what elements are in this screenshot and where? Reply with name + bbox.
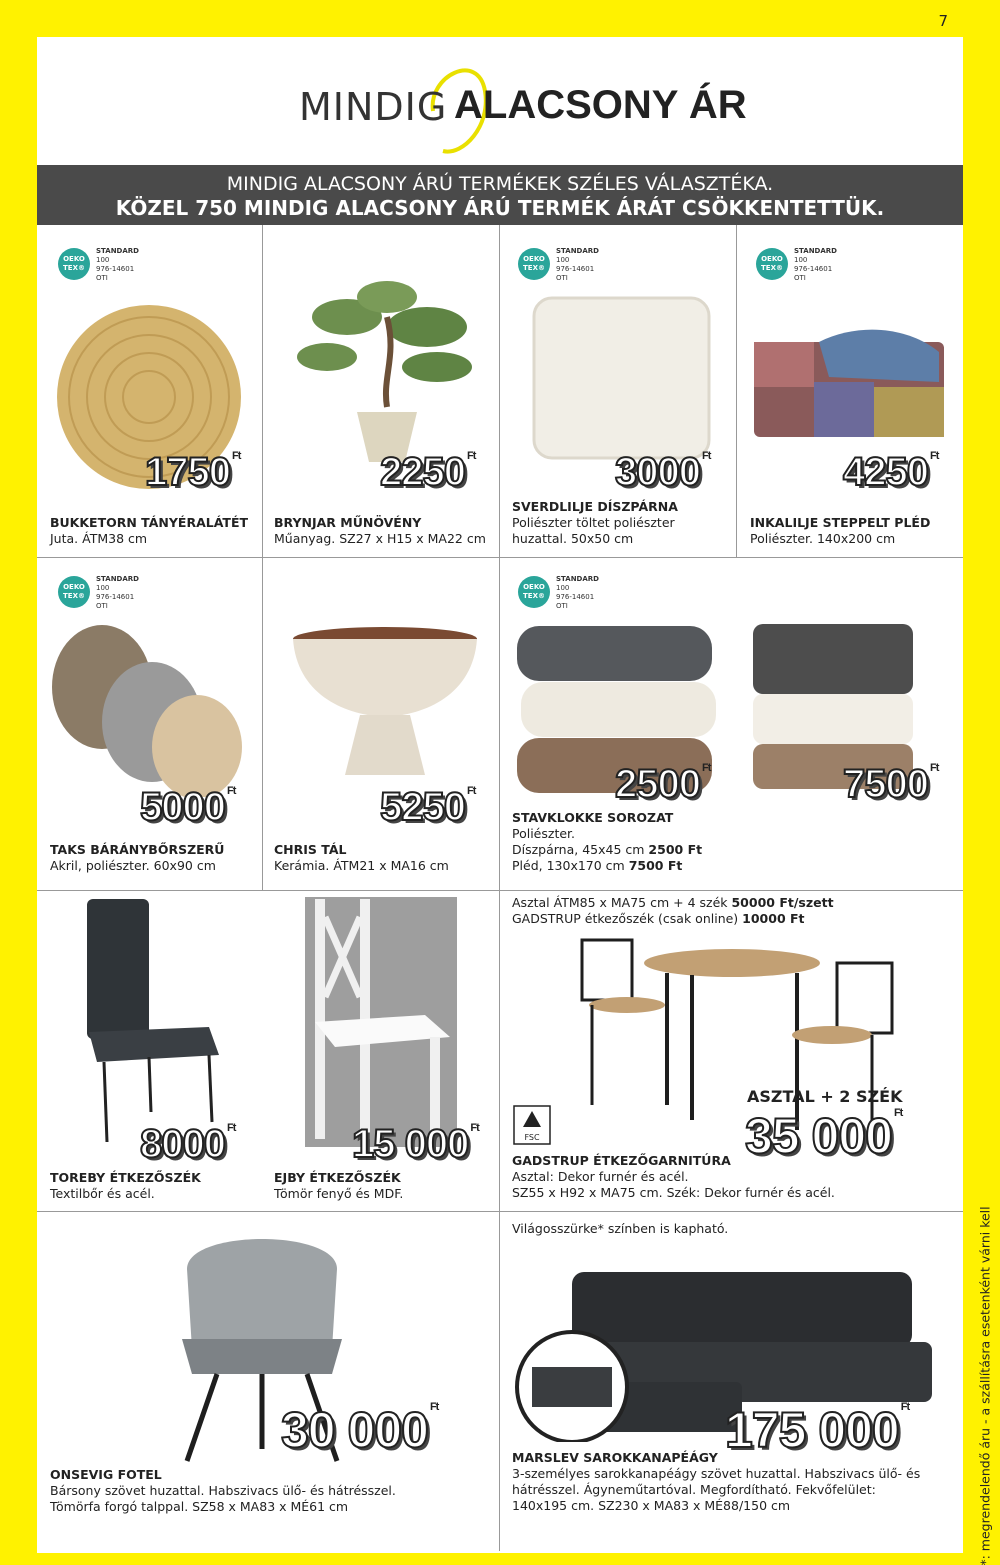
product-name: TOREBY ÉTKEZŐSZÉK xyxy=(50,1170,201,1185)
product-desc: Bársony szövet huzattal. Habszivacs ülő- és hátrésszel. Tömörfa forgó talppal. SZ58 x MA83 x MÉ61 cm xyxy=(50,1483,396,1514)
product-desc: Poliészter. Díszpárna, 45x45 cm 2500 Ft Pléd, 130x170 cm 7500 Ft xyxy=(512,826,703,873)
product-desc: Juta. ÁTM38 cm xyxy=(50,531,148,546)
product-name: SVERDLILJE DÍSZPÁRNA xyxy=(512,499,678,514)
white-wooden-chair-image xyxy=(305,897,457,1147)
quilted-blanket-image xyxy=(749,322,949,442)
price-tag: 5250 $^{Ft}$ xyxy=(380,785,476,829)
banner xyxy=(37,165,963,225)
product-desc: Asztal ÁTM85 x MA75 cm + 4 szék 50000 Ft/szett GADSTRUP étkezőszék (csak online) 10000 Ft xyxy=(512,895,834,926)
logo-word-mindig: MINDIG xyxy=(299,85,448,129)
fsc-logo-icon xyxy=(513,1105,551,1145)
product-name: BUKKETORN TÁNYÉRALÁTÉT xyxy=(50,515,249,530)
product-name: STAVKLOKKE SOROZAT xyxy=(512,810,674,825)
grid-divider xyxy=(37,890,963,891)
set-tag: ASZTAL + 2 SZÉK xyxy=(747,1087,903,1106)
price-tag: 2250 $^{Ft}$ xyxy=(380,450,476,494)
price-tag: 35 000 $^{Ft}$ xyxy=(745,1107,903,1164)
price-tag: 4250 $^{Ft}$ xyxy=(843,450,939,494)
banner-line-2: KÖZEL 750 MINDIG ALACSONY ÁRÚ TERMÉK ÁRÁT CSÖKKENTETTÜK. xyxy=(115,196,885,220)
product-name: GADSTRUP ÉTKEZŐGARNITÚRA xyxy=(512,1153,731,1168)
svg-text:FSC: FSC xyxy=(524,1133,540,1142)
product-name: INKALILJE STEPPELT PLÉD xyxy=(750,515,931,530)
oeko-tex-badge: OEKO TEX® STANDARD 100 976-14601 OTI xyxy=(58,244,158,286)
product-desc: Poliészter töltet poliészter huzattal. 50x50 cm xyxy=(512,515,675,546)
price-tag: 175 000 $^{Ft}$ xyxy=(725,1401,910,1458)
price-tag: 8000 $^{Ft}$ xyxy=(140,1122,236,1166)
grid-divider xyxy=(736,225,737,557)
logo xyxy=(37,37,963,167)
ceramic-bowl-image xyxy=(285,625,485,780)
oeko-tex-badge: OEKO TEX® STANDARD 100 976-14601 OTI xyxy=(756,244,856,286)
product-name: TAKS BÁRÁNYBŐRSZERŰ xyxy=(50,842,225,857)
grid-divider xyxy=(37,1211,963,1212)
product-desc: Textilbőr és acél. xyxy=(50,1186,155,1201)
price-tag: 1750 $^{Ft}$ xyxy=(145,450,241,494)
product-desc: Műanyag. SZ27 x H15 x MA22 cm xyxy=(274,531,486,546)
banner-line-1: MINDIG ALACSONY ÁRÚ TERMÉKEK SZÉLES VÁLASZTÉKA. xyxy=(226,173,774,195)
oeko-tex-badge: OEKO TEX® STANDARD 100 976-14601 OTI xyxy=(58,572,158,614)
product-name: MARSLEV SAROKKANAPÉÁGY xyxy=(512,1450,718,1465)
product-name: BRYNJAR MŰNÖVÉNY xyxy=(274,515,422,530)
logo-word-alacsony-ar: ALACSONY ÁR xyxy=(454,83,747,127)
product-desc: Poliészter. 140x200 cm xyxy=(750,531,896,546)
artificial-plant-image xyxy=(287,277,487,467)
side-note: *: megrendelendő áru - a szállításra esetenként várni kell xyxy=(977,1205,993,1565)
price-tag: 15 000 $^{Ft}$ xyxy=(352,1122,479,1166)
fluffy-cushion-image xyxy=(522,290,722,465)
product-desc: Tömör fenyő és MDF. xyxy=(274,1186,404,1201)
oeko-tex-badge: OEKO TEX® STANDARD 100 976-14601 OTI xyxy=(518,572,618,614)
product-desc: Asztal: Dekor furnér és acél. SZ55 x H92 x MA75 cm. Szék: Dekor furnér és acél. xyxy=(512,1169,835,1200)
product-name: ONSEVIG FOTEL xyxy=(50,1467,162,1482)
product-desc: Akril, poliészter. 60x90 cm xyxy=(50,858,216,873)
availability-note: Világosszürke* színben is kapható. xyxy=(512,1221,729,1236)
catalog-page xyxy=(37,37,963,1553)
price-tag: 2500 $^{Ft}$ xyxy=(615,762,711,806)
price-tag: 5000 $^{Ft}$ xyxy=(140,785,236,829)
oeko-tex-badge: OEKO TEX® STANDARD 100 976-14601 OTI xyxy=(518,244,618,286)
price-tag: 3000 $^{Ft}$ xyxy=(615,450,711,494)
grid-divider xyxy=(262,557,263,890)
product-desc: 3-személyes sarokkanapéágy szövet huzattal. Habszivacs ülő- és hátrésszel. Ágyneműtartóval. Megfordítható. Fekvőfelület: 140x195 cm. SZ230 x MA83 x MÉ88/150 cm xyxy=(512,1466,921,1513)
price-tag: 30 000 $^{Ft}$ xyxy=(281,1401,439,1458)
grid-divider xyxy=(499,890,500,1551)
product-name: CHRIS TÁL xyxy=(274,842,347,857)
sheepskin-rugs-image xyxy=(47,617,257,797)
product-name: EJBY ÉTKEZŐSZÉK xyxy=(274,1170,401,1185)
grid-divider xyxy=(262,225,263,557)
page-number: 7 xyxy=(938,12,948,30)
black-dining-chair-image xyxy=(69,897,249,1147)
grid-divider xyxy=(37,557,963,558)
product-desc: Kerámia. ÁTM21 x MA16 cm xyxy=(274,858,449,873)
price-tag: 7500 $^{Ft}$ xyxy=(843,762,939,806)
